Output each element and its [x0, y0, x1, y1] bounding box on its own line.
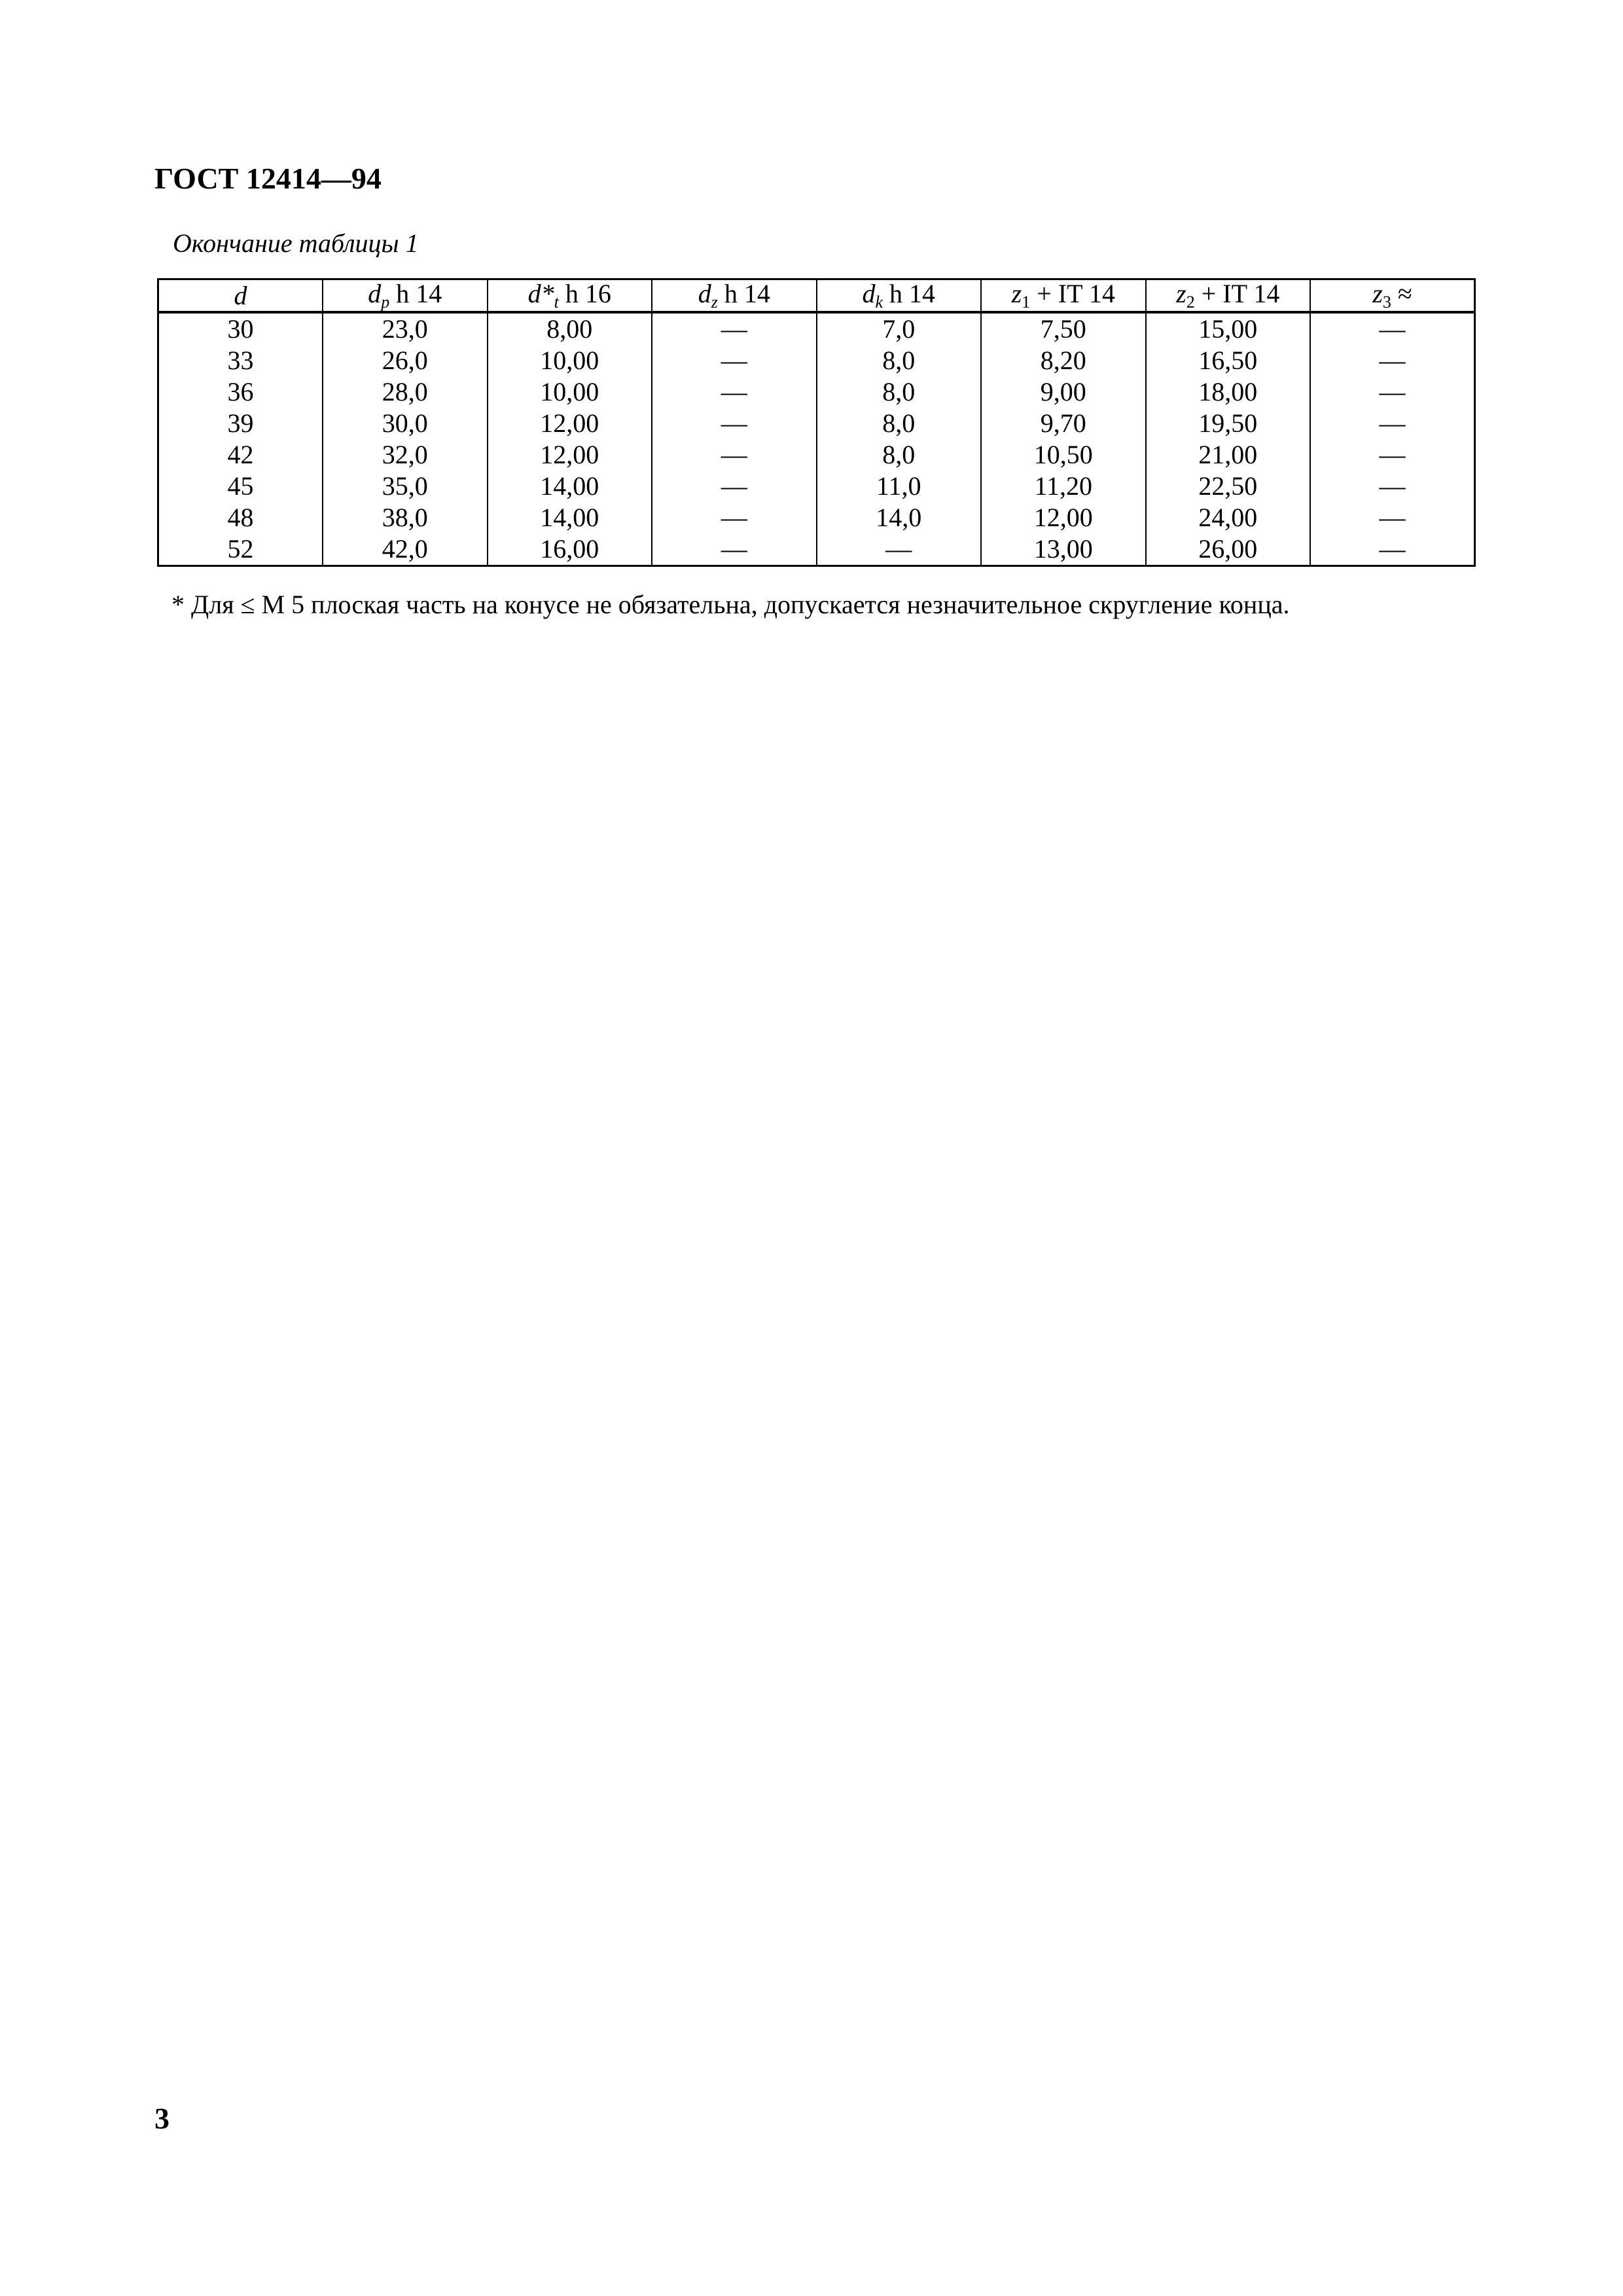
table-row — [158, 312, 1475, 345]
table-cell: — — [1310, 471, 1475, 502]
table-cell: 23,0 — [323, 312, 488, 345]
col-header-dt: $d*_t$ h 16 — [488, 279, 652, 313]
table-cell: — — [652, 471, 817, 502]
col-header-dp: $d_p$ h 14 — [323, 279, 488, 313]
col-header-z3: $z_3$ ≈ — [1310, 279, 1475, 313]
table-cell: 15,00 — [1146, 312, 1311, 345]
table-cell: 13,00 — [981, 533, 1146, 566]
col-header-dz: $d_z$ h 14 — [652, 279, 817, 313]
table-cell: 10,00 — [488, 345, 652, 376]
table-cell: 8,0 — [817, 439, 982, 471]
table-cell: — — [817, 533, 982, 566]
footnote: * Для ≤ M 5 плоская часть на конусе не обязательна, допускается незначительное скругление конца. — [171, 590, 1290, 619]
dimensions-table — [157, 278, 1476, 567]
table-cell: 26,00 — [1146, 533, 1311, 566]
table-cell: 26,0 — [323, 345, 488, 376]
table-cell: — — [1310, 502, 1475, 533]
table-cell: 8,00 — [488, 312, 652, 345]
table-cell: 7,50 — [981, 312, 1146, 345]
table-cell: 30 — [158, 312, 323, 345]
table-cell: 33 — [158, 345, 323, 376]
table-cell: 42 — [158, 439, 323, 471]
table-cell: — — [652, 312, 817, 345]
table-cell: 19,50 — [1146, 408, 1311, 439]
table-cell: 45 — [158, 471, 323, 502]
table-cell: — — [1310, 533, 1475, 566]
table-header-row — [158, 279, 1475, 313]
table-caption: Окончание таблицы 1 — [173, 228, 419, 258]
table-cell: — — [652, 376, 817, 408]
table-cell: 14,00 — [488, 471, 652, 502]
table-cell: 11,20 — [981, 471, 1146, 502]
table-cell: 39 — [158, 408, 323, 439]
page-number: 3 — [154, 2102, 169, 2135]
table-cell: 48 — [158, 502, 323, 533]
col-header-dk: $d_k$ h 14 — [817, 279, 982, 313]
table-cell: 28,0 — [323, 376, 488, 408]
table-row — [158, 533, 1475, 566]
table-cell: — — [1310, 439, 1475, 471]
table-cell: 32,0 — [323, 439, 488, 471]
col-header-d: d — [158, 279, 323, 313]
table-cell: 8,0 — [817, 376, 982, 408]
table-cell: — — [652, 502, 817, 533]
standard-title: ГОСТ 12414—94 — [154, 162, 382, 195]
table-cell: — — [1310, 376, 1475, 408]
col-header-z2: $z_2$ + IT 14 — [1146, 279, 1311, 313]
table-cell: 38,0 — [323, 502, 488, 533]
table-cell: — — [1310, 312, 1475, 345]
col-header-z1: $z_1$ + IT 14 — [981, 279, 1146, 313]
table-cell: 11,0 — [817, 471, 982, 502]
table-cell: 12,00 — [981, 502, 1146, 533]
table-cell: 8,0 — [817, 345, 982, 376]
table-cell: 21,00 — [1146, 439, 1311, 471]
table-row — [158, 408, 1475, 439]
table-cell: 18,00 — [1146, 376, 1311, 408]
table-cell: 24,00 — [1146, 502, 1311, 533]
table-cell: 8,0 — [817, 408, 982, 439]
table-cell: — — [1310, 408, 1475, 439]
table-cell: — — [652, 345, 817, 376]
table-cell: 36 — [158, 376, 323, 408]
table-cell: 9,00 — [981, 376, 1146, 408]
table-cell: 8,20 — [981, 345, 1146, 376]
table-cell: — — [1310, 345, 1475, 376]
table-row — [158, 502, 1475, 533]
table-cell: 35,0 — [323, 471, 488, 502]
table-row — [158, 471, 1475, 502]
table-cell: — — [652, 439, 817, 471]
table-cell: 14,00 — [488, 502, 652, 533]
table-cell: 42,0 — [323, 533, 488, 566]
table-cell: — — [652, 408, 817, 439]
table-cell: 22,50 — [1146, 471, 1311, 502]
table-cell: 16,00 — [488, 533, 652, 566]
table-row — [158, 345, 1475, 376]
table-row — [158, 439, 1475, 471]
table-cell: 7,0 — [817, 312, 982, 345]
table-cell: 9,70 — [981, 408, 1146, 439]
table-cell: 30,0 — [323, 408, 488, 439]
table-cell: 12,00 — [488, 439, 652, 471]
table-cell: 14,0 — [817, 502, 982, 533]
table-cell: 12,00 — [488, 408, 652, 439]
table-cell: 10,50 — [981, 439, 1146, 471]
table-cell: 16,50 — [1146, 345, 1311, 376]
table-cell: — — [652, 533, 817, 566]
table-cell: 52 — [158, 533, 323, 566]
table-row — [158, 376, 1475, 408]
table-cell: 10,00 — [488, 376, 652, 408]
